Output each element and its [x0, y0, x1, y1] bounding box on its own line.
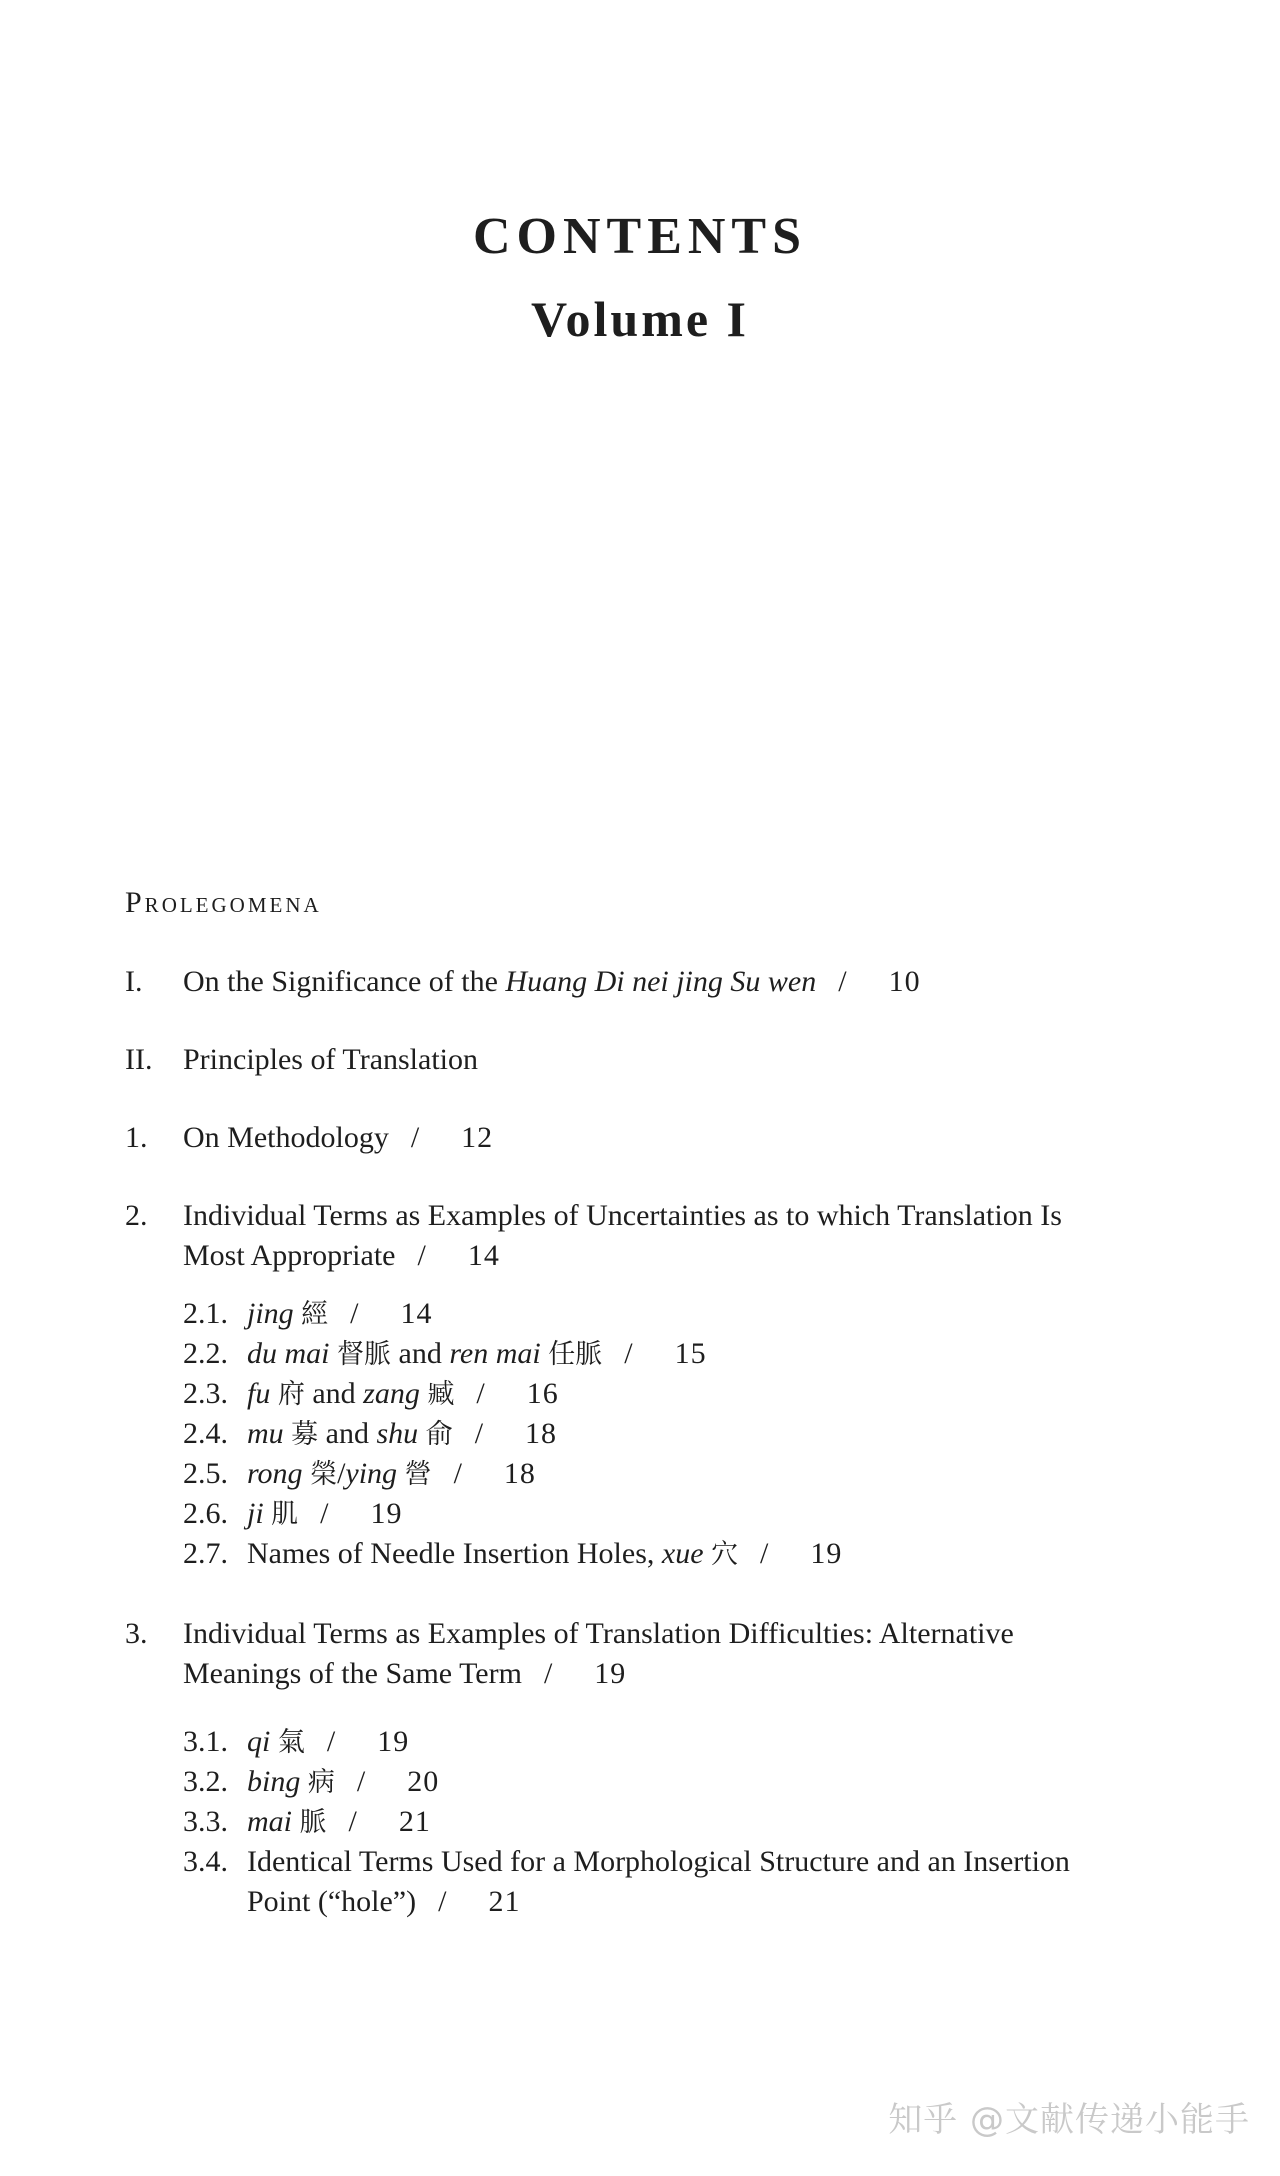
toc-entry — [125, 1196, 1165, 1276]
entry-text: On Methodology / 12 — [183, 1121, 494, 1154]
toc-subentry: 2.2. du mai 督脈 and ren mai 任脈 / 15 — [183, 1337, 707, 1370]
entry-text: Principles of Translation — [183, 1043, 479, 1076]
page-number: 19 — [810, 1537, 843, 1570]
page-number: 19 — [370, 1497, 403, 1530]
toc-entry — [125, 962, 1165, 1002]
toc-entry — [125, 1040, 1165, 1080]
toc-entry — [125, 1614, 1165, 1694]
section-label: Prolegomena — [125, 886, 322, 919]
toc-subentry: 2.4. mu 募 and shu 俞 / 18 — [183, 1417, 558, 1450]
entry-number: 3. — [125, 1617, 148, 1650]
toc-subentry: 2.1. jing 經 / 14 — [183, 1297, 433, 1330]
page-number: 14 — [467, 1239, 500, 1272]
watermark: 知乎 @文献传递小能手 — [888, 2100, 1250, 2140]
toc-subentry: 2.6. ji 肌 / 19 — [183, 1497, 403, 1530]
entry-text: Individual Terms as Examples of Translation Difficulties: Alternative Meanings of the Same Term / 19 — [183, 1617, 1014, 1690]
entry-number: II. — [125, 1043, 153, 1076]
page-number: 16 — [526, 1377, 559, 1410]
toc-entry — [125, 1118, 1165, 1158]
entry-number: 2. — [125, 1199, 148, 1232]
page-number: 21 — [488, 1885, 521, 1918]
entry-text: Individual Terms as Examples of Uncertainties as to which Translation Is Most Appropriate / 14 — [183, 1199, 1062, 1272]
page-number: 19 — [594, 1657, 627, 1690]
toc-subentry: 3.4. Identical Terms Used for a Morphological Structure and an Insertion Point (“hole”) / 21 — [183, 1845, 1070, 1918]
page-number: 20 — [407, 1765, 440, 1798]
page-number: 10 — [888, 965, 921, 998]
page-number: 19 — [377, 1725, 410, 1758]
page-number: 12 — [461, 1121, 494, 1154]
entry-text: On the Significance of the Huang Di nei jing Su wen / 10 — [183, 965, 921, 998]
entry-number: 1. — [125, 1121, 148, 1154]
entry-number: I. — [125, 965, 143, 998]
toc-subentry: 2.3. fu 府 and zang 臧 / 16 — [183, 1377, 559, 1410]
toc-subentry: 3.1. qi 氣 / 19 — [183, 1725, 410, 1758]
toc-subentry: 2.7. Names of Needle Insertion Holes, xue 穴 / 19 — [183, 1537, 843, 1570]
page-number: 18 — [525, 1417, 558, 1450]
volume-title: Volume I — [530, 291, 750, 347]
page-number: 21 — [398, 1805, 431, 1838]
title-block — [0, 205, 1280, 351]
page-number: 15 — [674, 1337, 707, 1370]
toc-subentry: 3.3. mai 脈 / 21 — [183, 1805, 431, 1838]
page-number: 18 — [503, 1457, 536, 1490]
toc-subentry: 2.5. rong 榮/ying 營 / 18 — [183, 1457, 536, 1490]
page-number: 14 — [400, 1297, 433, 1330]
toc-subentry: 3.2. bing 病 / 20 — [183, 1765, 440, 1798]
page-title: CONTENTS — [472, 208, 808, 265]
